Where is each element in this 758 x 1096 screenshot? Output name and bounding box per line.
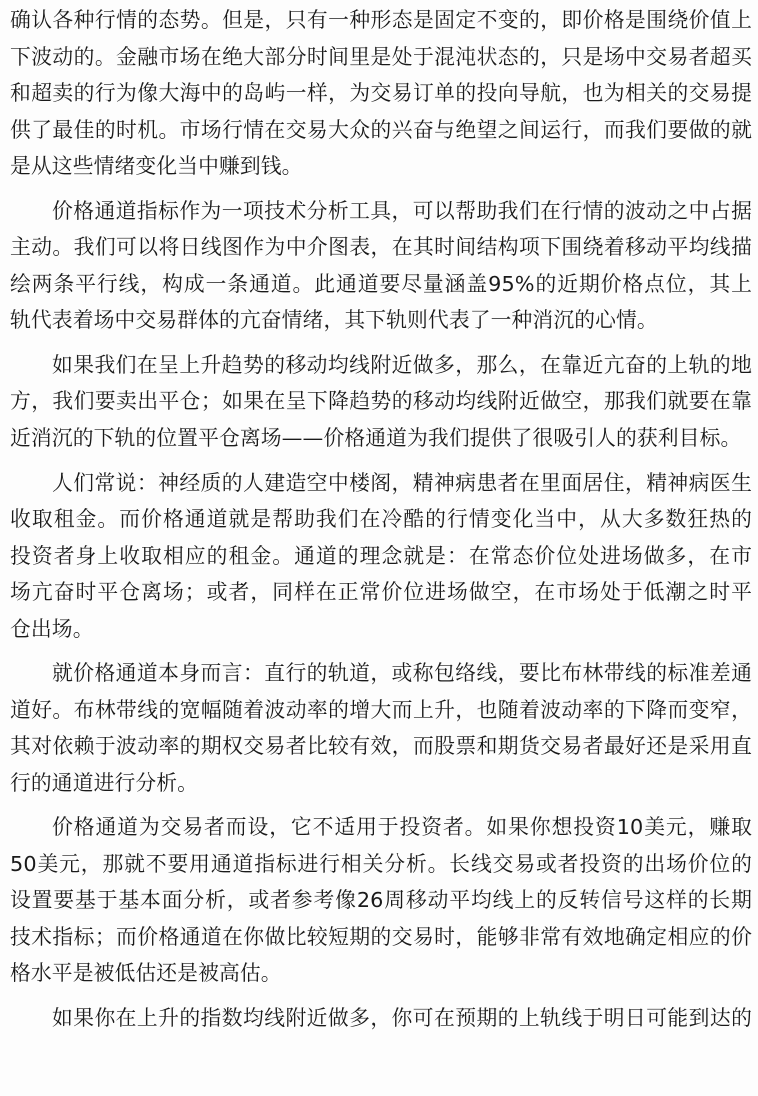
paragraph <box>10 465 752 648</box>
text-line: 投资者身上收取相应的租金。通道的理念就是：在常态价位处进场做多，在市 <box>10 543 752 568</box>
text-line: 收取租金。而价格通道就是帮助我们在冷酷的行情变化当中，从大多数狂热的 <box>10 507 752 532</box>
text-line: 人们常说：神经质的人建造空中楼阁，精神病患者在里面居住，精神病医生 <box>52 470 752 495</box>
paragraph <box>10 347 752 457</box>
text-line: 道好。布林带线的宽幅随着波动率的增大而上升，也随着波动率的下降而变窄， <box>10 697 752 722</box>
text-line: 和超卖的行为像大海中的岛屿一样，为交易订单的投向导航，也为相关的交易提 <box>10 81 752 105</box>
text-line: 设置要基于基本面分析，或者参考像26周移动平均线上的反转信号这样的长期 <box>10 888 752 913</box>
text-line: 方，我们要卖出平仓；如果在呈下降趋势的移动均线附近做空，那我们就要在靠 <box>10 389 752 414</box>
text-line: 供了最佳的时机。市场行情在交易大众的兴奋与绝望之间运行，而我们要做的就 <box>10 117 752 142</box>
text-line: 格水平是被低估还是被高估。 <box>10 961 282 986</box>
paragraph <box>10 193 752 339</box>
text-line: 其对依赖于波动率的期权交易者比较有效，而股票和期货交易者最好还是采用直 <box>10 734 752 759</box>
paragraph <box>10 655 752 801</box>
text-line: 近消沉的下轨的位置平仓离场——价格通道为我们提供了很吸引人的获利目标。 <box>10 425 742 450</box>
text-line: 行的通道进行分析。 <box>10 770 199 795</box>
text-line: 下波动的。金融市场在绝大部分时间里是处于混沌状态的，只是场中交易者超买 <box>10 44 752 69</box>
text-line: 确认各种行情的态势。但是，只有一种形态是固定不变的，即价格是围绕价值上 <box>10 8 752 32</box>
text-line: 轨代表着场中交易群体的亢奋情绪，其下轨则代表了一种消沉的心情。 <box>10 308 658 333</box>
body-text <box>10 2 752 1045</box>
text-line: 就价格通道本身而言：直行的轨道，或称包络线，要比布林带线的标准差通 <box>52 661 752 686</box>
text-line: 技术指标；而价格通道在你做比较短期的交易时，能够非常有效地确定相应的价 <box>10 924 752 949</box>
text-line: 价格通道为交易者而设，它不适用于投资者。如果你想投资10美元，赚取 <box>52 815 752 840</box>
text-line: 如果你在上升的指数均线附近做多，你可在预期的上轨线于明日可能到达的 <box>52 1006 752 1031</box>
text-line: 是从这些情绪变化当中赚到钱。 <box>10 154 303 178</box>
paragraph <box>10 1000 752 1037</box>
text-line: 场亢奋时平仓离场；或者，同样在正常价位进场做空，在市场处于低潮之时平 <box>10 580 752 605</box>
paragraph <box>10 2 752 185</box>
text-line: 主动。我们可以将日线图作为中介图表，在其时间结构项下围绕着移动平均线描 <box>10 235 752 260</box>
text-line: 仓出场。 <box>10 616 94 641</box>
text-line: 价格通道指标作为一项技术分析工具，可以帮助我们在行情的波动之中占据 <box>52 198 752 223</box>
paragraph <box>10 809 752 992</box>
text-line: 50美元，那就不要用通道指标进行相关分析。长线交易或者投资的出场价位的 <box>10 851 752 876</box>
text-line: 如果我们在呈上升趋势的移动均线附近做多，那么，在靠近亢奋的上轨的地 <box>52 352 752 377</box>
text-line: 绘两条平行线，构成一条通道。此通道要尽量涵盖95%的近期价格点位，其上 <box>10 271 752 296</box>
